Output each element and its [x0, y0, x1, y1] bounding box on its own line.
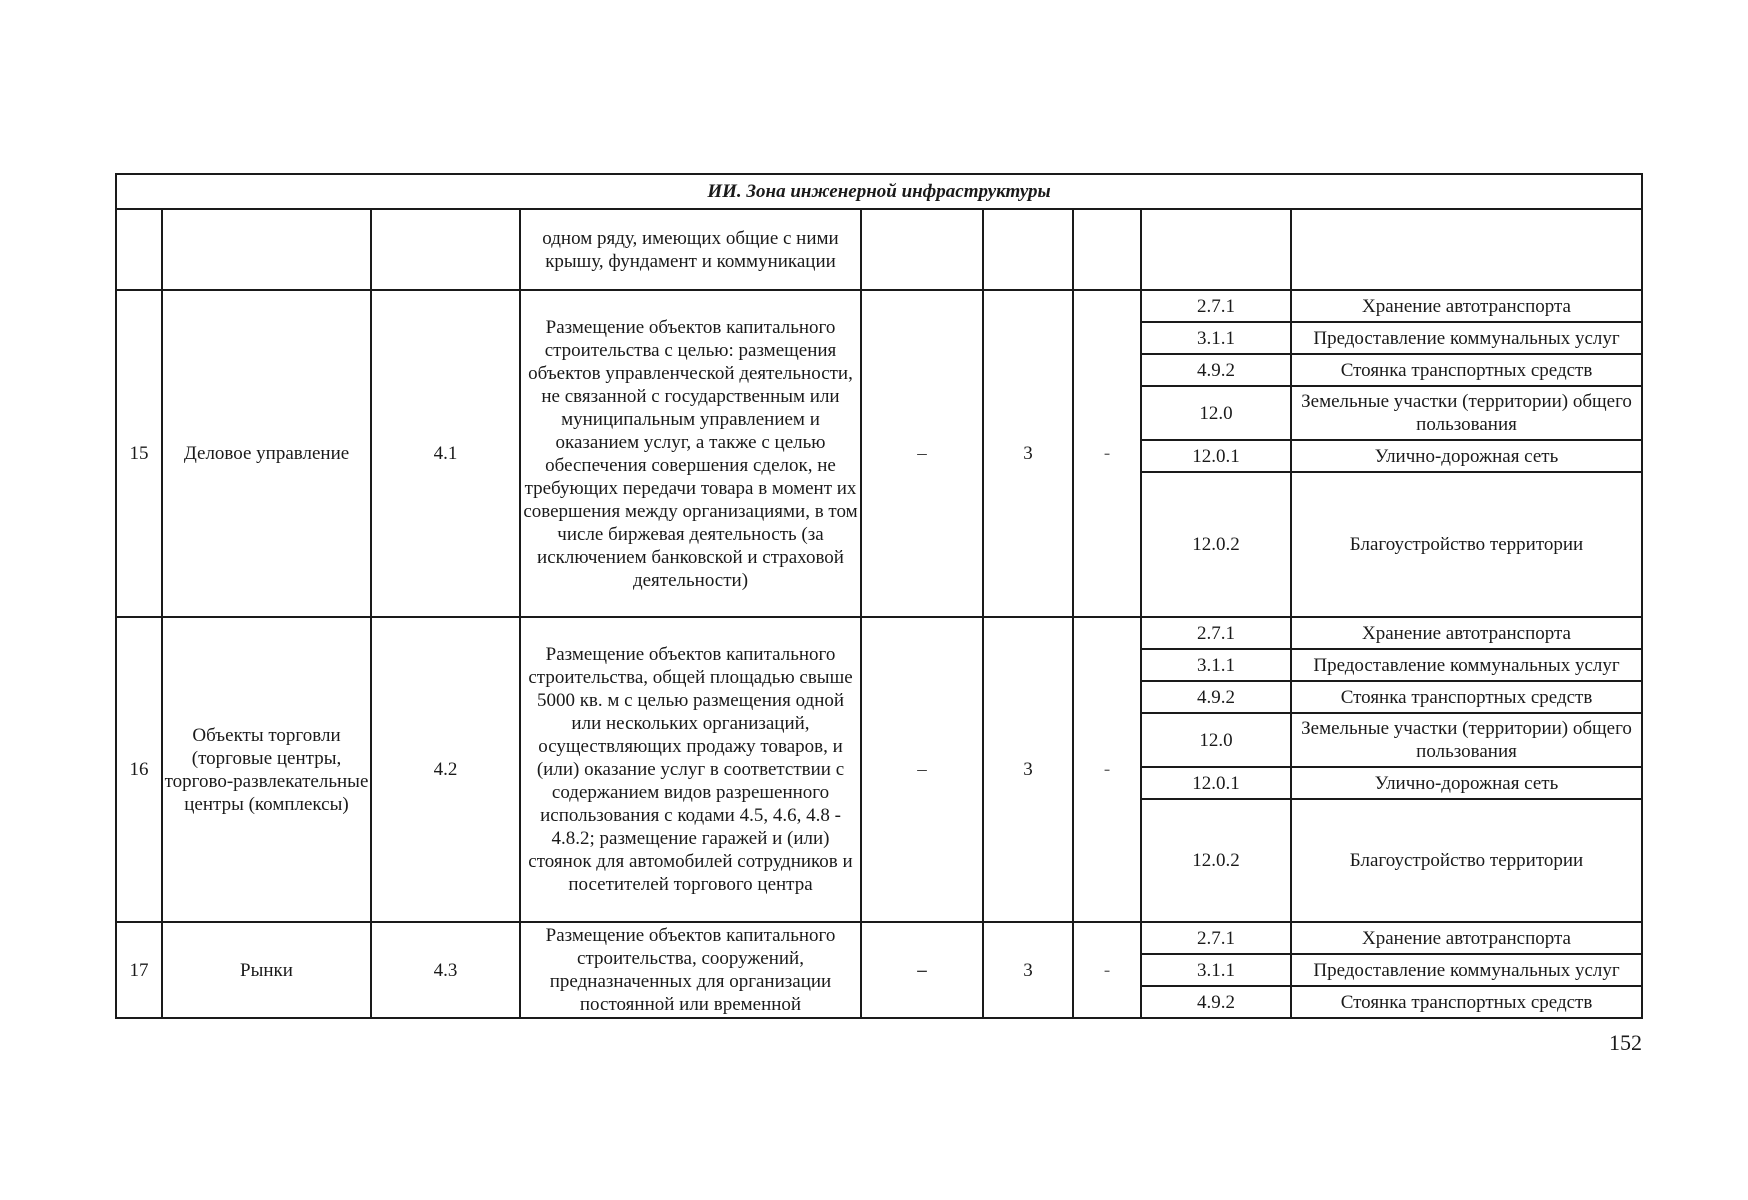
continued-description: одном ряду, имеющих общие с ними крышу, фундамент и коммуникации: [520, 209, 861, 290]
col5-value: –: [861, 617, 983, 922]
col7-value: -: [1073, 922, 1141, 1018]
aux-code: 12.0.1: [1141, 767, 1291, 799]
aux-name: Стоянка транспортных средств: [1291, 681, 1642, 713]
aux-name: Предоставление коммунальных услуг: [1291, 954, 1642, 986]
num-cell: [116, 209, 162, 290]
col5-value: –: [861, 922, 983, 1018]
aux-code: 12.0.2: [1141, 472, 1291, 617]
aux-name: Улично-дорожная сеть: [1291, 440, 1642, 472]
aux-code: 2.7.1: [1141, 617, 1291, 649]
aux-name: Предоставление коммунальных услуг: [1291, 649, 1642, 681]
aux-name-cell: [1291, 209, 1642, 290]
aux-code: 2.7.1: [1141, 290, 1291, 322]
aux-name: Улично-дорожная сеть: [1291, 767, 1642, 799]
page-number: 152: [1609, 1030, 1642, 1055]
zoning-table: [115, 173, 1643, 1019]
aux-name: Хранение автотранспорта: [1291, 922, 1642, 954]
aux-name: Земельные участки (территории) общего пользования: [1291, 386, 1642, 440]
row-number: 15: [116, 290, 162, 617]
use-code: 4.3: [371, 922, 520, 1018]
aux-code: 12.0: [1141, 386, 1291, 440]
aux-name: Хранение автотранспорта: [1291, 290, 1642, 322]
aux-name: Хранение автотранспорта: [1291, 617, 1642, 649]
table-row-continued: [116, 209, 1642, 290]
col7-value: -: [1073, 290, 1141, 617]
col7-value: -: [1073, 617, 1141, 922]
use-name: Объекты торговли (торговые центры, торгово-развлекательные центры (комплексы): [162, 617, 371, 922]
aux-code-cell: [1141, 209, 1291, 290]
use-name: Рынки: [162, 922, 371, 1018]
section-title: ИИ. Зона инженерной инфраструктуры: [116, 174, 1642, 209]
name-cell: [162, 209, 371, 290]
use-code: 4.2: [371, 617, 520, 922]
aux-code: 3.1.1: [1141, 322, 1291, 354]
aux-code: 12.0: [1141, 713, 1291, 767]
use-name: Деловое управление: [162, 290, 371, 617]
aux-code: 4.9.2: [1141, 354, 1291, 386]
use-description: Размещение объектов капитального строительства с целью: размещения объектов управленческой деятельности, не связанной с государственным или муниципальным управлением и оказанием услуг, а также с целью обеспечения совершения сделок, не требующих передачи товара в момент их совершения между организациями, в том числе биржевая деятельность (за исключением банковской и страховой деятельности): [520, 290, 861, 617]
col6-cell: [983, 209, 1073, 290]
aux-code: 12.0.1: [1141, 440, 1291, 472]
use-code: 4.1: [371, 290, 520, 617]
col7-cell: [1073, 209, 1141, 290]
row-number: 16: [116, 617, 162, 922]
table-row: [116, 290, 1642, 322]
aux-name: Благоустройство территории: [1291, 799, 1642, 922]
code-cell: [371, 209, 520, 290]
col6-value: 3: [983, 617, 1073, 922]
use-description: Размещение объектов капитального строительства, общей площадью свыше 5000 кв. м с целью размещения одной или нескольких организаций, осуществляющих продажу товаров, и (или) оказание услуг в соответствии с содержанием видов разрешенного использования с кодами 4.5, 4.6, 4.8 - 4.8.2; размещение гаражей и (или) стоянок для автомобилей сотрудников и посетителей торгового центра: [520, 617, 861, 922]
table-row: [116, 922, 1642, 954]
aux-code: 3.1.1: [1141, 649, 1291, 681]
aux-code: 4.9.2: [1141, 986, 1291, 1018]
aux-code: 2.7.1: [1141, 922, 1291, 954]
aux-name: Стоянка транспортных средств: [1291, 986, 1642, 1018]
aux-code: 3.1.1: [1141, 954, 1291, 986]
col5-cell: [861, 209, 983, 290]
aux-name: Предоставление коммунальных услуг: [1291, 322, 1642, 354]
col6-value: 3: [983, 290, 1073, 617]
col5-value: –: [861, 290, 983, 617]
row-number: 17: [116, 922, 162, 1018]
aux-code: 12.0.2: [1141, 799, 1291, 922]
col6-value: 3: [983, 922, 1073, 1018]
aux-name: Земельные участки (территории) общего пользования: [1291, 713, 1642, 767]
aux-name: Благоустройство территории: [1291, 472, 1642, 617]
aux-code: 4.9.2: [1141, 681, 1291, 713]
use-description: Размещение объектов капитального строительства, сооружений, предназначенных для организации постоянной или временной: [520, 922, 861, 1018]
aux-name: Стоянка транспортных средств: [1291, 354, 1642, 386]
table-row: [116, 617, 1642, 649]
